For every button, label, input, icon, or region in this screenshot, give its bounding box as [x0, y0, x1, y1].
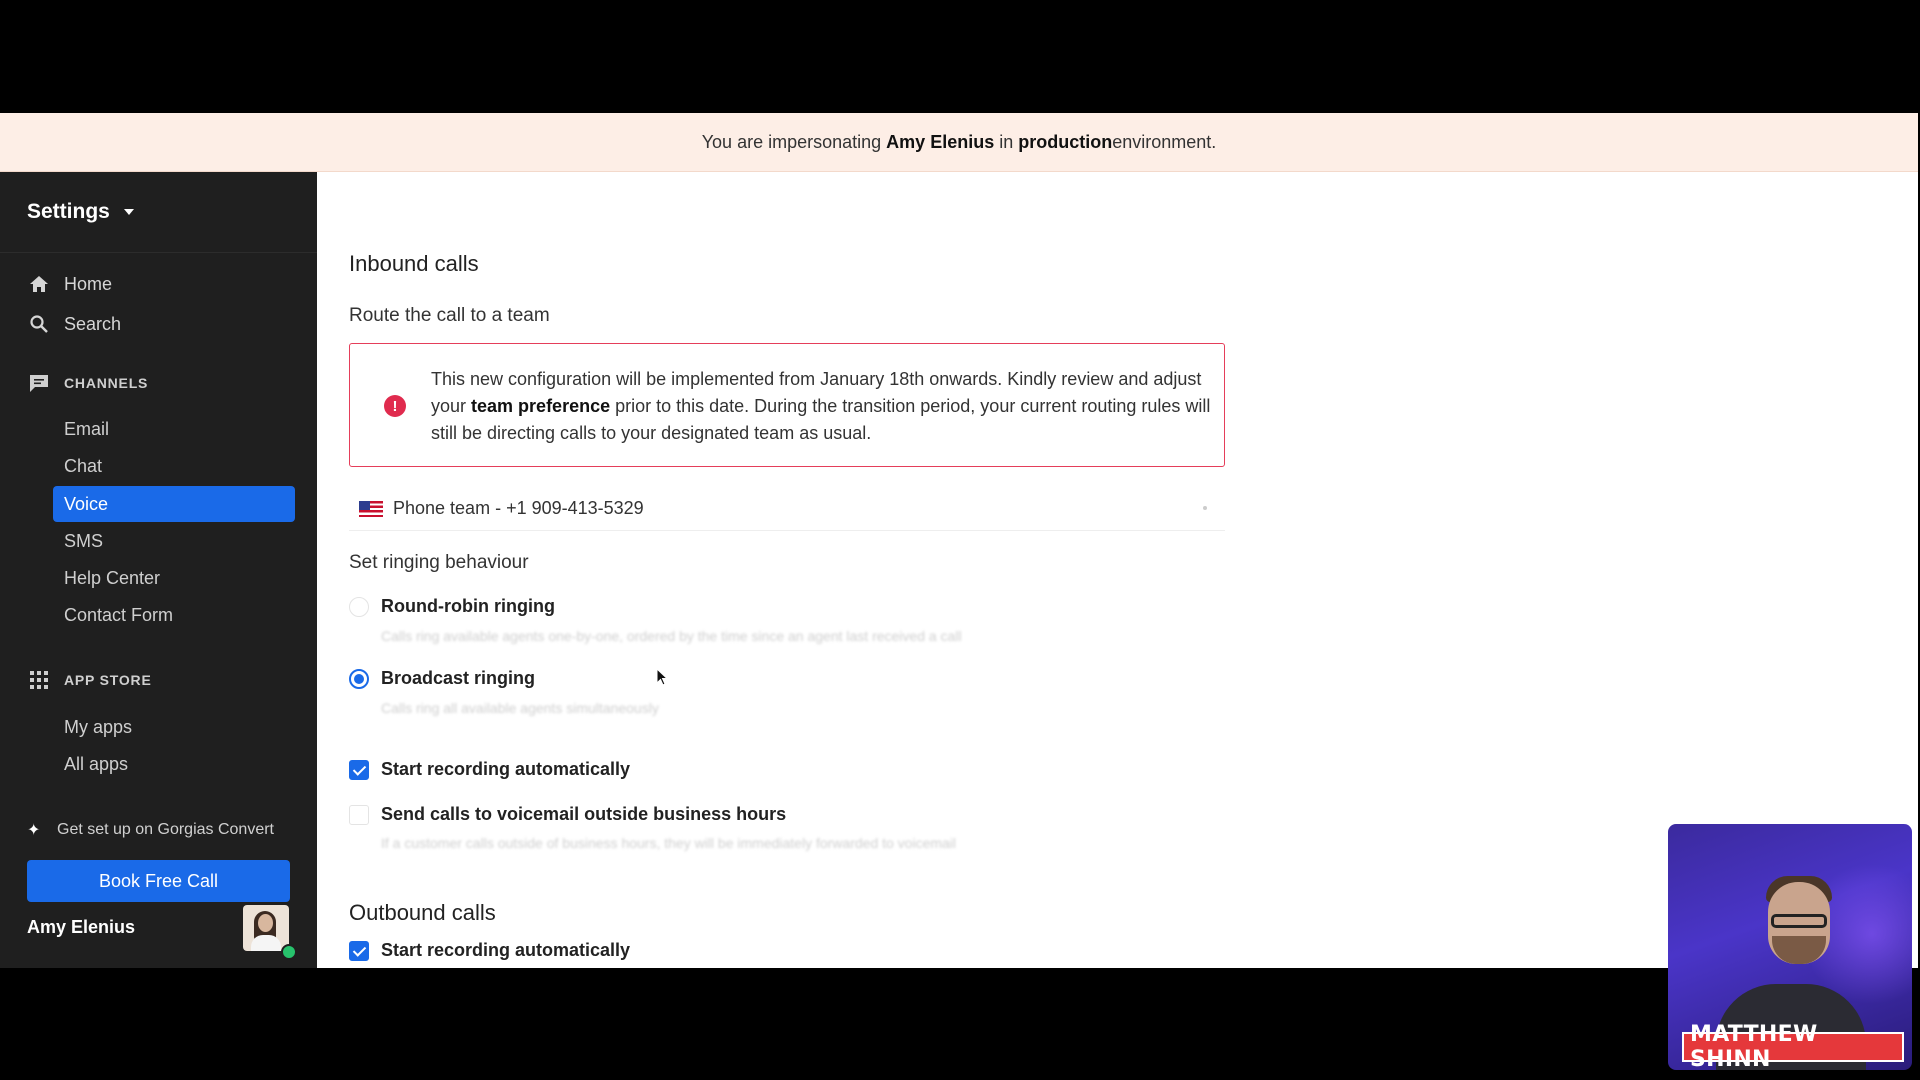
webcam-overlay — [1668, 824, 1912, 1070]
current-user-name[interactable]: Amy Elenius — [27, 917, 136, 937]
route-call-heading: Route the call to a team — [349, 305, 550, 326]
banner-prefix: You are impersonating — [701, 131, 882, 152]
channels-label: CHANNELS — [64, 375, 149, 391]
sidebar-item-all-apps[interactable]: All apps — [64, 754, 129, 774]
online-status-dot — [281, 944, 297, 960]
sidebar-item-email[interactable]: Email — [64, 419, 110, 439]
sidebar-item-help-center[interactable]: Help Center — [64, 568, 161, 588]
home-label: Home — [64, 273, 113, 294]
app-store-section — [27, 668, 152, 692]
sidebar-item-search[interactable] — [27, 312, 121, 336]
banner-suffix: environment. — [1112, 131, 1217, 152]
alert-text — [431, 366, 1211, 447]
voicemail-label[interactable]: Send calls to voicemail outside business hours — [381, 804, 787, 824]
voicemail-description: If a customer calls outside of business hours, they will be immediately forwarded to voicemail — [381, 835, 957, 851]
broadcast-label[interactable]: Broadcast ringing — [381, 668, 536, 688]
settings-title: Settings — [27, 200, 110, 223]
outbound-calls-heading: Outbound calls — [349, 900, 496, 925]
outbound-recording-label[interactable]: Start recording automatically — [381, 940, 631, 960]
us-flag-icon — [359, 501, 383, 517]
banner-env: production — [1018, 131, 1113, 152]
sidebar-item-voice[interactable]: Voice — [53, 486, 295, 522]
glasses-icon — [1771, 914, 1827, 928]
alert-text-part-1: This new configuration will be implemented from January 18th onwards. Kindly review and adjust your — [431, 369, 1202, 416]
alert-text-part-2: prior to this date. During the transition period, your current routing rules will still be directing calls to your designated team as usual. — [431, 396, 1211, 443]
sidebar-item-sms[interactable]: SMS — [64, 531, 104, 551]
search-label: Search — [64, 313, 122, 334]
round-robin-description: Calls ring available agents one-by-one, ordered by the time since an agent last received a call — [381, 628, 962, 644]
mouse-cursor-icon — [656, 668, 670, 688]
banner-middle: in — [999, 131, 1014, 152]
voicemail-checkbox[interactable] — [349, 805, 369, 825]
round-robin-radio[interactable] — [349, 597, 369, 617]
home-icon — [27, 272, 51, 296]
team-select[interactable] — [349, 487, 1225, 531]
sidebar-item-my-apps[interactable]: My apps — [64, 717, 133, 737]
inbound-recording-checkbox[interactable] — [349, 760, 369, 780]
chat-bubble-icon — [27, 371, 51, 395]
settings-menu[interactable] — [0, 172, 317, 253]
broadcast-radio[interactable] — [349, 669, 369, 689]
round-robin-label[interactable]: Round-robin ringing — [381, 596, 555, 616]
app-store-label: APP STORE — [64, 672, 152, 688]
caret-down-icon — [124, 209, 134, 215]
outbound-recording-checkbox[interactable] — [349, 941, 369, 961]
impersonation-banner — [0, 113, 1918, 172]
promo-label: Get set up on Gorgias Convert — [57, 821, 274, 838]
presenter-name-tag: MATTHEW SHINN — [1682, 1032, 1904, 1062]
sidebar-item-home[interactable] — [27, 272, 112, 296]
ringing-behaviour-heading: Set ringing behaviour — [349, 552, 529, 573]
sidebar-item-chat[interactable]: Chat — [64, 456, 103, 476]
book-free-call-button[interactable]: Book Free Call — [27, 860, 290, 902]
exclamation-icon: ! — [384, 395, 406, 417]
search-icon — [27, 312, 51, 336]
sparkle-icon: ✦ — [27, 822, 41, 839]
avatar[interactable] — [243, 905, 289, 951]
sidebar-item-contact-form[interactable]: Contact Form — [64, 605, 174, 625]
inbound-recording-label[interactable]: Start recording automatically — [381, 759, 631, 779]
grid-icon — [27, 668, 51, 692]
gorgias-convert-promo[interactable] — [27, 820, 274, 840]
configuration-alert — [349, 343, 1225, 467]
channels-section — [27, 371, 148, 395]
chevron-down-icon — [1203, 506, 1207, 510]
app-frame — [0, 113, 1918, 968]
sidebar — [0, 172, 317, 968]
team-select-value: Phone team - +1 909-413-5329 — [393, 498, 644, 518]
broadcast-description: Calls ring all available agents simultaneously — [381, 700, 659, 716]
inbound-calls-heading: Inbound calls — [349, 251, 479, 276]
team-preference-link[interactable]: team preference — [471, 396, 611, 416]
banner-user: Amy Elenius — [886, 131, 995, 152]
